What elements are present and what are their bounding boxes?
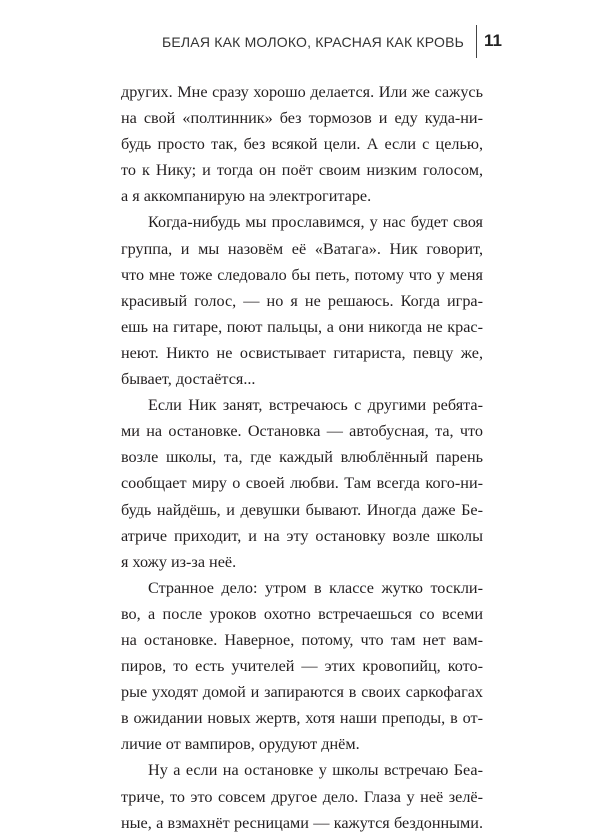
text-line: на свой «полтинник» без тормозов и еду куда-ни- [121, 109, 483, 128]
paragraph [121, 79, 483, 209]
text-line: то к Нику; и тогда он поёт своим низким голосом, [121, 161, 483, 180]
text-line: ми на остановке. Остановка — автобусная, та, что [121, 422, 483, 441]
text-line: будь просто так, без всякой цели. А если с целью, [121, 135, 483, 154]
text-line: красивый голос, — но я не решаюсь. Когда игра- [121, 291, 483, 310]
running-title: БЕЛАЯ КАК МОЛОКО, КРАСНАЯ КАК КРОВЬ [161, 34, 464, 50]
page-number: 11 [484, 31, 502, 50]
text-line: будь найдёшь, и девушки бывают. Иногда даже Бе- [121, 500, 483, 519]
paragraph [121, 209, 483, 392]
paragraph [121, 392, 483, 575]
text-line: во, а после уроков охотно встречаешься со всеми [121, 604, 483, 623]
text-line: сообщает миру о своей любви. Там всегда кого-ни- [121, 474, 483, 493]
text-line: Ну а если на остановке у школы встречаю Беа- [148, 761, 483, 780]
text-line: атриче приходит, и на эту остановку возле школы [121, 526, 483, 545]
text-line: триче, то это совсем другое дело. Глаза у неё зелё- [121, 787, 483, 806]
text-line: группа, и мы назовём её «Ватага». Ник говорит, [121, 239, 483, 258]
text-line: Когда-нибудь мы прославимся, у нас будет своя [148, 213, 483, 232]
text-line: в ожидании новых жертв, хотя наши преподы, в от- [121, 709, 483, 728]
text-line: личие от вампиров, орудуют днём. [121, 735, 360, 754]
text-line: на остановке. Наверное, потому, что там нет вам- [121, 630, 483, 649]
text-line: возле школы, та, где каждый влюблённый парень [121, 448, 483, 467]
header-divider [476, 25, 477, 58]
text-line: бывает, достаётся... [121, 370, 256, 389]
text-line: других. Мне сразу хорошо делается. Или же сажусь [121, 83, 483, 101]
text-line: что мне тоже следовало бы петь, потому что у меня [121, 265, 483, 284]
text-line: ешь на гитаре, поют пальцы, а они никогда не крас- [121, 317, 483, 336]
text-line: а я аккомпанирую на электрогитаре. [121, 187, 372, 206]
text-line: Если Ник занят, встречаюсь с другими ребята- [148, 396, 483, 415]
text-line: я хожу из-за неё. [121, 552, 237, 571]
body-text [121, 79, 483, 836]
text-line: рые уходят домой и запираются в своих саркофагах [121, 683, 483, 702]
paragraph [121, 575, 483, 758]
text-line: неют. Никто не освистывает гитариста, певцу же, [121, 343, 483, 362]
paragraph [121, 757, 483, 835]
text-line: ные, а взмахнёт ресницами — кажутся бездонными. [121, 813, 483, 832]
text-line: Странное дело: утром в классе жутко тоскли- [148, 578, 483, 597]
text-line: пиров, то есть учителей — этих кровопийц, кото- [121, 657, 483, 676]
